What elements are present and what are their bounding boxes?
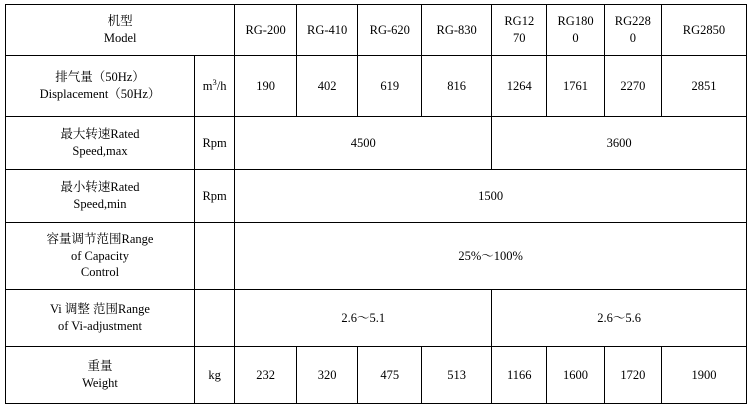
model-column-5 [492, 5, 547, 56]
table-row-capacity-control [6, 223, 747, 290]
displacement-value-3: 619 [358, 56, 422, 117]
model-name-3: RG-620 [369, 22, 410, 37]
table-row-displacement [6, 56, 747, 117]
speed-min-group-1: 1500 [235, 170, 747, 223]
weight-value-6: 1600 [547, 347, 604, 404]
vi-group-2: 2.6～5.6 [492, 290, 747, 347]
row-label-displacement-en: Displacement（50Hz） [39, 87, 161, 101]
model-header-label-cn: 机型 [107, 14, 133, 29]
weight-value-2: 320 [296, 347, 358, 404]
model-name-6a: RG180 [557, 14, 594, 29]
weight-value-8: 1900 [661, 347, 746, 404]
displacement-value-8: 2851 [661, 56, 746, 117]
row-label-speed-min [6, 170, 195, 223]
row-label-vi-en: of Vi-adjustment [57, 319, 143, 333]
unit-tail: /h [216, 79, 227, 94]
unit-superscript: 3 [212, 76, 217, 87]
model-header-label-en: Model [103, 31, 137, 45]
capacity-group-1: 25%～100% [235, 223, 747, 290]
row-label-capacity-cn: 容量调节范围Range [46, 231, 154, 246]
model-name-7b: 0 [629, 31, 636, 45]
weight-value-4: 513 [422, 347, 492, 404]
speed-max-group-2: 3600 [492, 117, 747, 170]
weight-value-1: 232 [235, 347, 297, 404]
model-name-2: RG-410 [307, 22, 348, 37]
table-row-model-header [6, 5, 747, 56]
speed-max-group-1: 4500 [235, 117, 492, 170]
row-label-weight-en: Weight [82, 376, 118, 390]
displacement-value-1: 190 [235, 56, 297, 117]
table-row-weight [6, 347, 747, 404]
table-row-vi-adjustment [6, 290, 747, 347]
row-unit-weight: kg [194, 347, 234, 404]
model-column-8 [661, 5, 746, 56]
row-label-displacement [6, 56, 195, 117]
row-label-capacity-en: of Capacity [70, 248, 129, 263]
row-label-speed-min-en: Speed,min [73, 197, 127, 211]
row-label-vi [6, 290, 195, 347]
vi-group-1: 2.6～5.1 [235, 290, 492, 347]
displacement-value-5: 1264 [492, 56, 547, 117]
table-row-rated-speed-min [6, 170, 747, 223]
specification-table [5, 4, 747, 404]
row-label-weight [6, 347, 195, 404]
table-row-rated-speed-max [6, 117, 747, 170]
row-label-displacement-cn: 排气量（50Hz） [55, 70, 145, 85]
model-name-4: RG-830 [436, 22, 477, 37]
row-label-speed-max-cn: 最大转速Rated [60, 127, 140, 142]
row-unit-displacement [194, 56, 234, 117]
model-column-4 [422, 5, 492, 56]
model-column-3 [358, 5, 422, 56]
model-column-7 [604, 5, 661, 56]
row-unit-speed-max: Rpm [194, 117, 234, 170]
row-label-weight-cn: 重量 [87, 359, 113, 374]
model-column-1 [235, 5, 297, 56]
row-label-capacity [6, 223, 195, 290]
model-name-6b: 0 [572, 31, 579, 45]
model-name-7a: RG228 [614, 14, 651, 29]
model-name-5a: RG12 [504, 14, 535, 29]
row-label-speed-min-cn: 最小转速Rated [60, 180, 140, 195]
unit-base: m [202, 79, 213, 94]
model-name-5b: 70 [513, 31, 526, 45]
weight-value-3: 475 [358, 347, 422, 404]
row-unit-vi [194, 290, 234, 347]
displacement-value-4: 816 [422, 56, 492, 117]
row-label-capacity-en2: Control [80, 265, 120, 280]
model-name-8: RG2850 [682, 22, 726, 37]
model-header-label [6, 5, 235, 56]
model-column-2 [296, 5, 358, 56]
model-name-1: RG-200 [245, 22, 286, 37]
displacement-value-2: 402 [296, 56, 358, 117]
row-unit-speed-min: Rpm [194, 170, 234, 223]
displacement-value-7: 2270 [604, 56, 661, 117]
weight-value-5: 1166 [492, 347, 547, 404]
model-column-6 [547, 5, 604, 56]
displacement-value-6: 1761 [547, 56, 604, 117]
weight-value-7: 1720 [604, 347, 661, 404]
row-label-speed-max-en: Speed,max [72, 144, 128, 158]
row-unit-capacity [194, 223, 234, 290]
row-label-vi-cn: Vi 调整 范围Range [50, 302, 150, 317]
spec-sheet [0, 4, 752, 409]
row-label-speed-max [6, 117, 195, 170]
